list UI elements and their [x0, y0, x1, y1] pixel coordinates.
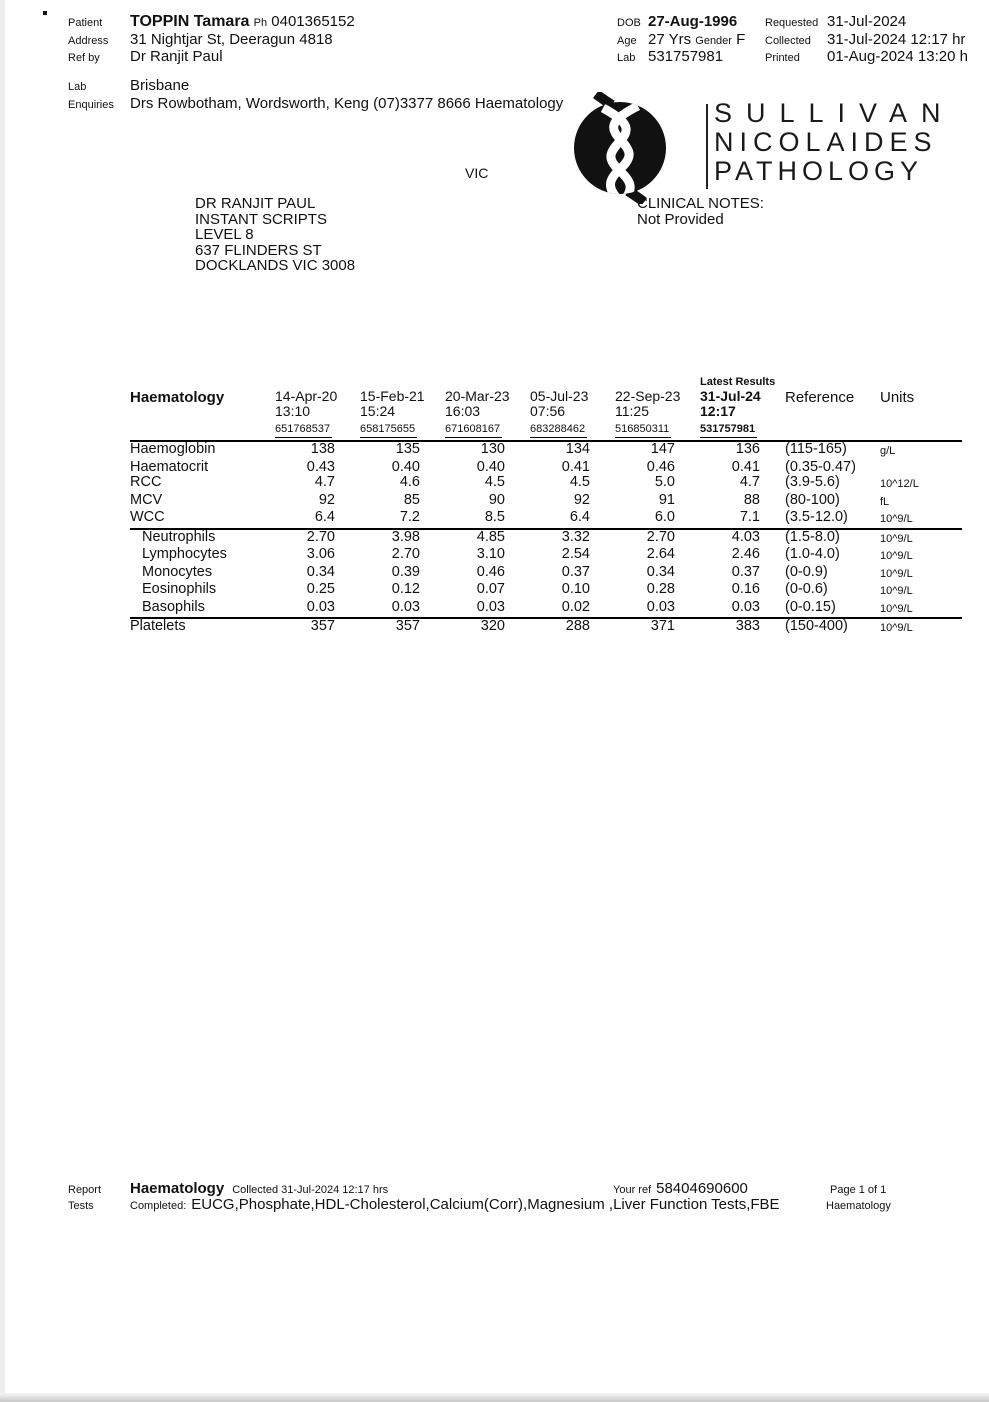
reference-range: (0-0.15) [785, 598, 836, 615]
test-value: 0.41 [731, 458, 760, 475]
clinical-notes-block [637, 196, 764, 227]
lab-no-label: Lab [617, 52, 636, 64]
table-header [130, 376, 962, 442]
test-value: 4.5 [569, 474, 590, 490]
reference-range: (80-100) [785, 491, 840, 508]
test-value: 4.7 [314, 474, 335, 490]
your-ref-value: 58404690600 [656, 1180, 748, 1197]
column-accession [530, 421, 615, 438]
units-value: 10^12/L [880, 478, 919, 490]
test-value: 0.41 [561, 458, 590, 475]
test-value: 88 [743, 491, 760, 508]
test-value: 92 [573, 491, 590, 508]
reference-range: (0-0.6) [785, 581, 828, 597]
reference-range: (3.9-5.6) [785, 474, 840, 490]
column-time: 07:56 [530, 403, 566, 419]
doctor-address [195, 196, 355, 274]
patient-phone: 0401365152 [271, 13, 355, 30]
test-value: 2.64 [646, 546, 675, 562]
test-value: 90 [488, 491, 505, 508]
age-line [648, 32, 745, 50]
test-value: 135 [395, 441, 420, 457]
column-accession [700, 421, 785, 438]
test-value: 0.07 [476, 581, 505, 597]
patient-name-line [130, 14, 355, 32]
column-date: 31-Jul-24 [700, 388, 761, 404]
test-value: 0.12 [391, 581, 420, 597]
column-header [700, 376, 785, 438]
gender-value: F [736, 30, 746, 48]
patient-block [68, 14, 355, 67]
brand-line-3: PATHOLOGY [714, 156, 924, 186]
column-time: 13:10 [275, 403, 311, 419]
enquiries-value: Drs Rowbotham, Wordsworth, Keng (07)3377 8666 Haematology [130, 94, 564, 112]
patient-name: TOPPIN Tamara [130, 13, 250, 30]
column-date: 05-Jul-23 [530, 388, 589, 404]
clinical-notes-label: CLINICAL NOTES: [637, 195, 764, 212]
table-row [130, 530, 962, 548]
brand-line-1: SULLIVAN [714, 98, 955, 128]
demographics-block [617, 14, 745, 67]
test-value: 320 [480, 618, 505, 634]
accession-number: 651768537 [275, 422, 332, 438]
test-value: 4.5 [484, 474, 505, 490]
test-value: 0.37 [561, 563, 590, 580]
units-value: fL [880, 495, 890, 508]
brand-line-2: NICOLAIDES [714, 127, 938, 157]
doctor-address-line: 637 FLINDERS ST [195, 241, 322, 259]
column-accession [360, 421, 445, 438]
reference-header-cell [785, 389, 880, 438]
test-value: 4.7 [739, 474, 760, 490]
test-value: 7.2 [399, 509, 420, 525]
table-row [130, 582, 962, 600]
test-value: 0.34 [646, 563, 675, 580]
latest-results-label: Latest Results [700, 376, 776, 388]
report-line [130, 1180, 388, 1197]
doctor-address-line: LEVEL 8 [195, 226, 254, 243]
column-header [360, 389, 445, 438]
test-value: 371 [650, 618, 675, 634]
test-value: 134 [565, 441, 590, 457]
test-name: Haemoglobin [130, 441, 216, 457]
units-value: 10^9/L [880, 585, 913, 597]
units-value: 10^9/L [880, 550, 913, 562]
phone-label: Ph [253, 17, 268, 29]
table-row [130, 565, 962, 583]
lab-name: Brisbane [130, 77, 190, 94]
column-header [530, 389, 615, 438]
test-value: 0.40 [391, 458, 420, 475]
test-value: 2.54 [561, 546, 590, 562]
test-value: 147 [650, 441, 675, 457]
test-value: 0.03 [646, 598, 675, 615]
test-value: 2.46 [731, 546, 760, 562]
table-row [130, 493, 962, 511]
test-value: 357 [310, 618, 335, 634]
test-value: 0.25 [306, 581, 335, 597]
doctor-address-line: INSTANT SCRIPTS [195, 210, 327, 228]
units-value: 10^9/L [880, 622, 913, 634]
printed-label: Printed [765, 52, 800, 64]
column-accession [275, 421, 360, 438]
test-value: 0.34 [306, 563, 335, 580]
test-value: 91 [658, 491, 675, 508]
test-value: 7.1 [739, 509, 760, 525]
accession-number: 671608167 [445, 422, 502, 438]
reference-header: Reference [785, 389, 855, 406]
test-value: 3.10 [476, 546, 505, 562]
test-name: MCV [130, 491, 163, 508]
reference-range: (0-0.9) [785, 563, 828, 580]
brand-wordmark [714, 99, 955, 186]
reference-range: (1.0-4.0) [785, 546, 840, 562]
gender-label: Gender [695, 34, 732, 47]
test-name: Neutrophils [142, 528, 216, 545]
test-value: 383 [735, 618, 760, 634]
test-name: Haematocrit [130, 458, 209, 475]
doctor-address-line: DOCKLANDS VIC 3008 [195, 257, 356, 274]
collected-label: Collected [765, 34, 811, 47]
test-value: 0.37 [731, 563, 760, 580]
your-ref-label: Your ref [613, 1184, 652, 1196]
report-collected-note: Collected 31-Jul-2024 12:17 hrs [232, 1184, 389, 1196]
dob-label: DOB [617, 17, 641, 29]
clinical-notes-value: Not Provided [637, 210, 724, 228]
test-value: 0.16 [731, 581, 760, 597]
tests-line [130, 1196, 780, 1213]
completed-tests: EUCG,Phosphate,HDL-Cholesterol,Calcium(Corr),Magnesium ,Liver Function Tests,FBE [191, 1196, 780, 1213]
test-value: 0.03 [476, 598, 505, 615]
test-value: 8.5 [484, 509, 505, 525]
your-ref-line [613, 1180, 748, 1197]
requested-value: 31-Jul-2024 [827, 13, 907, 30]
test-value: 3.06 [306, 546, 335, 562]
test-value: 288 [565, 618, 590, 634]
column-accession [445, 421, 530, 438]
column-header [445, 389, 530, 438]
test-name: Eosinophils [142, 581, 217, 597]
age-label: Age [617, 34, 637, 47]
test-name: RCC [130, 474, 162, 490]
age-value: 27 Yrs [648, 30, 692, 48]
table-title-cell [130, 389, 275, 438]
units-value: 10^9/L [880, 532, 913, 545]
ref-by-label: Ref by [68, 52, 100, 64]
test-value: 85 [403, 491, 420, 508]
test-value: 0.03 [306, 598, 335, 615]
table-row [130, 475, 962, 493]
doctor-address-line: DR RANJIT PAUL [195, 195, 316, 212]
table-row [130, 619, 962, 637]
patient-address: 31 Nightjar St, Deeragun 4818 [130, 30, 333, 48]
test-value: 0.39 [391, 563, 420, 580]
column-date: 15-Feb-21 [360, 388, 425, 404]
reference-range: (1.5-8.0) [785, 528, 840, 545]
dna-double-helix-icon [574, 92, 666, 204]
address-label: Address [68, 34, 109, 47]
accession-number: 658175655 [360, 422, 417, 438]
table-row [130, 460, 962, 476]
report-title: Haematology [130, 1180, 225, 1197]
accession-number: 516850311 [615, 422, 671, 438]
scan-edge-bottom [0, 1393, 989, 1402]
tests-label: Tests [68, 1200, 94, 1212]
brand-divider [706, 104, 708, 189]
test-value: 3.32 [561, 528, 590, 545]
column-time: 12:17 [700, 403, 736, 419]
test-value: 4.6 [399, 474, 420, 490]
test-value: 0.28 [646, 581, 675, 597]
units-value [880, 460, 962, 476]
table-row [130, 547, 962, 565]
test-value: 130 [480, 441, 505, 457]
scan-artifact-dot [43, 11, 47, 15]
lab-no-value: 531757981 [648, 48, 724, 65]
patient-label: Patient [68, 17, 103, 29]
reference-range: (0.35-0.47) [785, 458, 856, 475]
units-value: 10^9/L [880, 513, 913, 525]
column-date: 22-Sep-23 [615, 388, 681, 404]
table-title: Haematology [130, 389, 225, 406]
test-value: 0.43 [306, 458, 335, 475]
test-value: 136 [735, 441, 760, 457]
units-value: 10^9/L [880, 567, 913, 580]
completed-label: Completed: [130, 1200, 187, 1212]
test-value: 6.4 [314, 509, 335, 525]
test-value: 6.0 [654, 509, 675, 525]
test-value: 4.85 [476, 528, 505, 545]
requested-label: Requested [765, 17, 819, 29]
dob-value: 27-Aug-1996 [648, 13, 738, 30]
accession-number: 683288462 [530, 422, 587, 438]
test-value: 0.46 [646, 458, 675, 475]
snp-logo [574, 92, 666, 209]
test-value: 0.03 [391, 598, 420, 615]
test-name: Monocytes [142, 563, 213, 580]
column-date: 20-Mar-23 [445, 388, 510, 404]
column-header [615, 389, 700, 438]
test-name: Lymphocytes [142, 546, 227, 562]
results-table [130, 376, 962, 637]
table-body [130, 442, 962, 637]
test-value: 5.0 [654, 474, 675, 490]
test-value: 0.46 [476, 563, 505, 580]
test-value: 4.03 [731, 528, 760, 545]
column-time: 16:03 [445, 403, 481, 419]
column-time: 15:24 [360, 403, 396, 419]
printed-value: 01-Aug-2024 13:20 h [827, 48, 968, 65]
column-accession [615, 421, 700, 438]
lab-block [68, 78, 563, 113]
table-row [130, 510, 962, 530]
test-value: 3.98 [391, 528, 420, 545]
table-row [130, 600, 962, 620]
column-date: 14-Apr-20 [275, 388, 338, 404]
scan-edge-left [0, 0, 5, 1402]
enquiries-label: Enquiries [68, 98, 114, 111]
test-value: 138 [310, 441, 335, 457]
test-value: 357 [395, 618, 420, 634]
collected-value: 31-Jul-2024 12:17 hr [827, 30, 966, 48]
test-value: 0.03 [731, 598, 760, 615]
units-header-cell [880, 389, 962, 438]
footer-department: Haematology [826, 1200, 891, 1212]
test-value: 0.02 [561, 598, 590, 615]
units-header: Units [880, 389, 915, 406]
test-name: WCC [130, 509, 165, 525]
column-header [275, 389, 360, 438]
test-value: 0.40 [476, 458, 505, 475]
test-value: 2.70 [306, 528, 335, 545]
table-row [130, 442, 962, 460]
reference-range: (115-165) [785, 441, 847, 457]
test-name: Platelets [130, 618, 186, 634]
reference-range: (3.5-12.0) [785, 509, 848, 525]
accession-number: 531757981 [700, 422, 757, 438]
page-indicator: Page 1 of 1 [830, 1184, 887, 1196]
column-time: 11:25 [615, 403, 649, 419]
request-dates-block [765, 14, 968, 67]
test-value: 92 [318, 491, 335, 508]
units-value: g/L [880, 445, 896, 457]
units-value: 10^9/L [880, 602, 913, 615]
lab-label: Lab [68, 81, 87, 93]
test-value: 2.70 [646, 528, 675, 545]
referring-doctor: Dr Ranjit Paul [130, 48, 223, 65]
test-value: 2.70 [391, 546, 420, 562]
reference-range: (150-400) [785, 618, 848, 634]
region-code: VIC [465, 165, 489, 181]
test-name: Basophils [142, 598, 205, 615]
report-label: Report [68, 1184, 102, 1196]
test-value: 0.10 [561, 581, 590, 597]
test-value: 6.4 [569, 509, 590, 525]
